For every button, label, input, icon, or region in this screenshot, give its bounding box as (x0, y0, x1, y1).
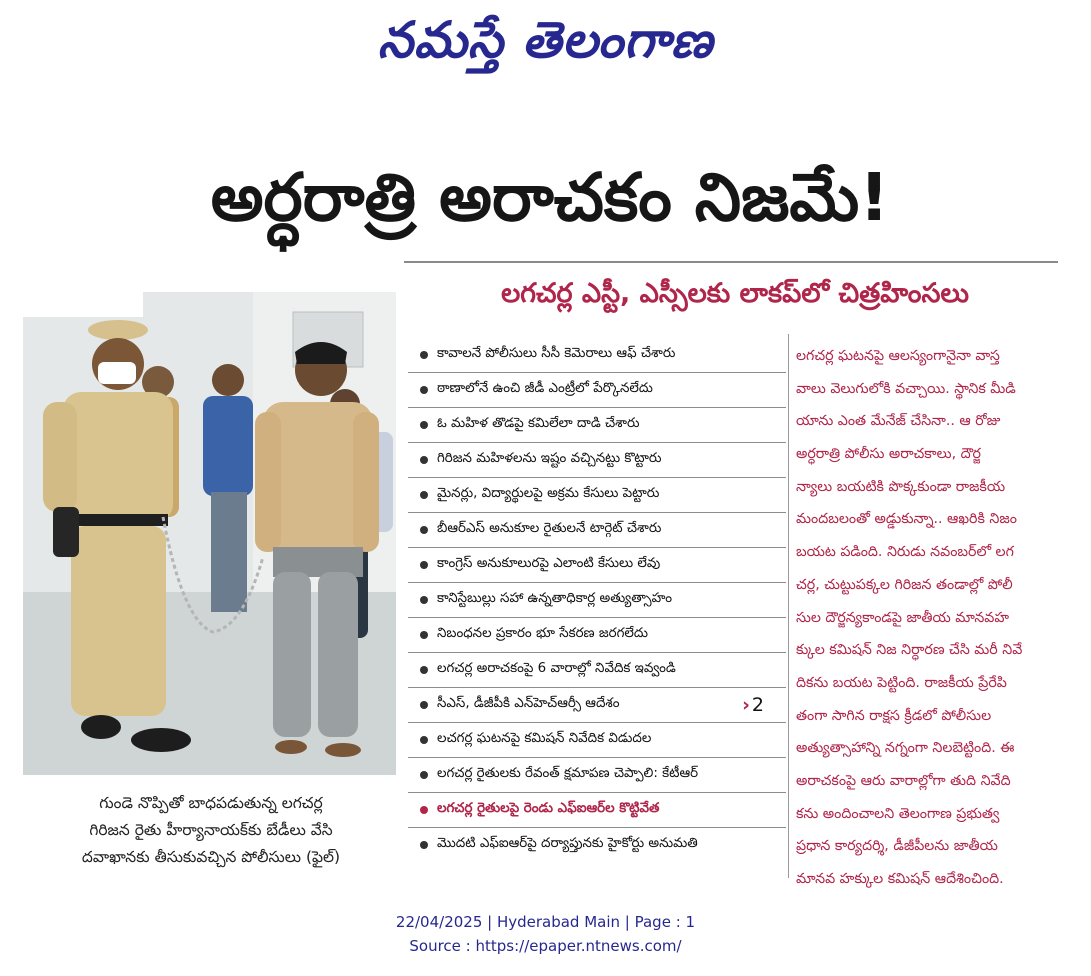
bullet-icon (420, 666, 428, 674)
footer-source-link[interactable]: Source : https://epaper.ntnews.com/ (409, 937, 682, 955)
footer-edition-info: 22/04/2025 | Hyderabad Main | Page : 1 (395, 913, 696, 931)
bullet-icon (420, 736, 428, 744)
bullet-item (408, 513, 786, 548)
bullet-text: గిరిజన మహిళలను ఇష్టం వచ్చినట్టు కొట్టారు (437, 451, 662, 466)
bullet-icon (420, 841, 428, 849)
body-line: అత్యుత్సాహాన్ని నగ్నంగా నిలబెట్టింది. ఈ (796, 740, 1015, 757)
body-line: కను అందించాలని తెలంగాణ ప్రభుత్వ (796, 805, 1000, 822)
bullet-icon (420, 421, 428, 429)
bullet-item (408, 828, 786, 862)
body-line: తంగా సాగిన రాక్షస క్రీడలో పోలీసుల (796, 707, 992, 724)
photo-caption-line: గుండె నొప్పితో బాధపడుతున్న లగచర్ల (99, 794, 323, 812)
body-line: న్యాలు బయటికి పొక్కకుండా రాజకీయ (796, 478, 1006, 495)
photo-caption (30, 790, 392, 871)
bullet-text: బీఆర్‌ఎస్ అనుకూల రైతులనే టార్గెట్ చేశారు (437, 521, 662, 536)
bullet-item (408, 758, 786, 793)
bullet-item (408, 338, 786, 373)
bullet-item (408, 443, 786, 478)
bullet-item (408, 688, 786, 723)
bullet-text: కాంగ్రెస్ అనుకూలురపై ఎలాంటి కేసులు లేవు (437, 556, 661, 571)
bullet-list (408, 338, 786, 862)
body-line: ప్రధాన కార్యదర్శి, డీజీపీలను జాతీయ (796, 838, 998, 855)
masthead-title: నమస్తే తెలంగాణ (377, 11, 714, 69)
bullet-text: కావాలనే పోలీసులు సీసీ కెమెరాలు ఆఫ్ చేశారు (437, 346, 676, 361)
bullet-text: ఓ మహిళ తొడపై కమిలేలా దాడి చేశారు (437, 416, 640, 431)
body-line: బయట పడింది. నిరుడు నవంబర్‌లో లగ (796, 544, 1014, 561)
body-line: అర్ధరాత్రి పోలీసు అరాచకాలు, దౌర్జ (796, 446, 981, 463)
bullet-text: మైనర్లు, విద్యార్థులపై అక్రమ కేసులు పెట్టారు (437, 486, 660, 501)
bullet-icon (420, 806, 428, 814)
chevron-right-icon: › (742, 694, 750, 716)
news-photo (23, 292, 396, 775)
body-line: దికను బయట పెట్టింది. రాజకీయ ప్రేరేపి (796, 674, 1007, 691)
article-body (796, 340, 1086, 896)
bullet-text: మొదటి ఎఫ్‌ఐఆర్‌పై దర్యాప్తునకు హైకోర్టు అనుమతి (437, 836, 698, 851)
police-escort-photo (23, 292, 396, 775)
bullet-text: లగచర్ల అరాచకంపై 6 వారాల్లో నివేదిక ఇవ్వండి (437, 661, 676, 676)
bullet-item (408, 618, 786, 653)
body-line: చర్ల, చుట్టుపక్కల గిరిజన తండాల్లో పోలీ (796, 576, 1013, 593)
bullet-icon (420, 701, 428, 709)
body-line: లగచర్ల ఘటనపై ఆలస్యంగానైనా వాస్త (796, 348, 1000, 364)
bullet-icon (420, 631, 428, 639)
bullet-icon (420, 771, 428, 779)
photo-caption-line: గిరిజన రైతు హీర్యానాయక్‌కు బేడీలు వేసి (89, 821, 333, 839)
body-line: అరాచకంపై ఆరు వారాల్లోగా తుది నివేది (796, 772, 1011, 789)
body-line: యాను ఎంత మేనేజ్ చేసినా.. ఆ రోజు (796, 413, 1001, 430)
bullet-text: నిబంధనల ప్రకారం భూ సేకరణ జరగలేదు (437, 626, 648, 641)
column-divider (788, 334, 789, 878)
bullet-item (408, 653, 786, 688)
bullet-text: కానిస్టేబుల్లు సహా ఉన్నతాధికార్ల అత్యుత్సాహం (437, 591, 673, 606)
bullet-text: లగచర్ల రైతులపై రెండు ఎఫ్‌ఐఆర్‌ల కొట్టివేత (437, 801, 660, 816)
bullet-item-highlight (408, 793, 786, 828)
bullet-icon (420, 351, 428, 359)
bullet-text: సీఎస్, డీజీపీకి ఎన్‌హెచ్‌ఆర్సీ ఆదేశం (437, 696, 620, 711)
bullet-item (408, 373, 786, 408)
bullet-item (408, 723, 786, 758)
page-reference (742, 688, 764, 722)
subheadline-rule (404, 261, 1058, 263)
body-line: మానవ హక్కుల కమిషన్ ఆదేశించింది. (796, 871, 1004, 887)
bullet-text: లచగర్ల ఘటనపై కమిషన్ నివేదిక విడుదల (437, 731, 652, 746)
photo-caption-line: దవాఖానకు తీసుకువచ్చిన పోలీసులు (ఫైల్) (81, 848, 341, 866)
headline: అర్ధరాత్రి అరాచకం నిజమే! (210, 159, 890, 236)
bullet-item (408, 548, 786, 583)
bullet-icon (420, 386, 428, 394)
bullet-icon (420, 596, 428, 604)
subheadline: లగచర్ల ఎస్టీ, ఎస్సీలకు లాకప్‌లో చిత్రహింసలు (501, 278, 969, 309)
body-line: వాలు వెలుగులోకి వచ్చాయి. స్థానిక మీడి (796, 380, 1016, 397)
page-footer (0, 910, 1091, 958)
bullet-item (408, 408, 786, 443)
bullet-item (408, 583, 786, 618)
bullet-icon (420, 526, 428, 534)
bullet-text: ఠాణాలోనే ఉంచి జీడీ ఎంట్రీలో పేర్కొనలేదు (437, 381, 653, 396)
body-line: మందబలంతో అడ్డుకున్నా.. ఆఖరికి నిజం (796, 511, 1017, 528)
bullet-icon (420, 561, 428, 569)
bullet-text: లగచర్ల రైతులకు రేవంత్ క్షమాపణ చెప్పాలి: కేటీఆర్ (437, 766, 699, 781)
body-line: క్కుల కమిషన్ నిజ నిర్ధారణ చేసి మరీ నివే (796, 642, 1023, 659)
body-line: సుల దౌర్జన్యకాండపై జాతీయ మానవహ (796, 609, 1010, 626)
bullet-icon (420, 456, 428, 464)
page-reference-number: 2 (751, 694, 764, 716)
bullet-item (408, 478, 786, 513)
bullet-icon (420, 491, 428, 499)
